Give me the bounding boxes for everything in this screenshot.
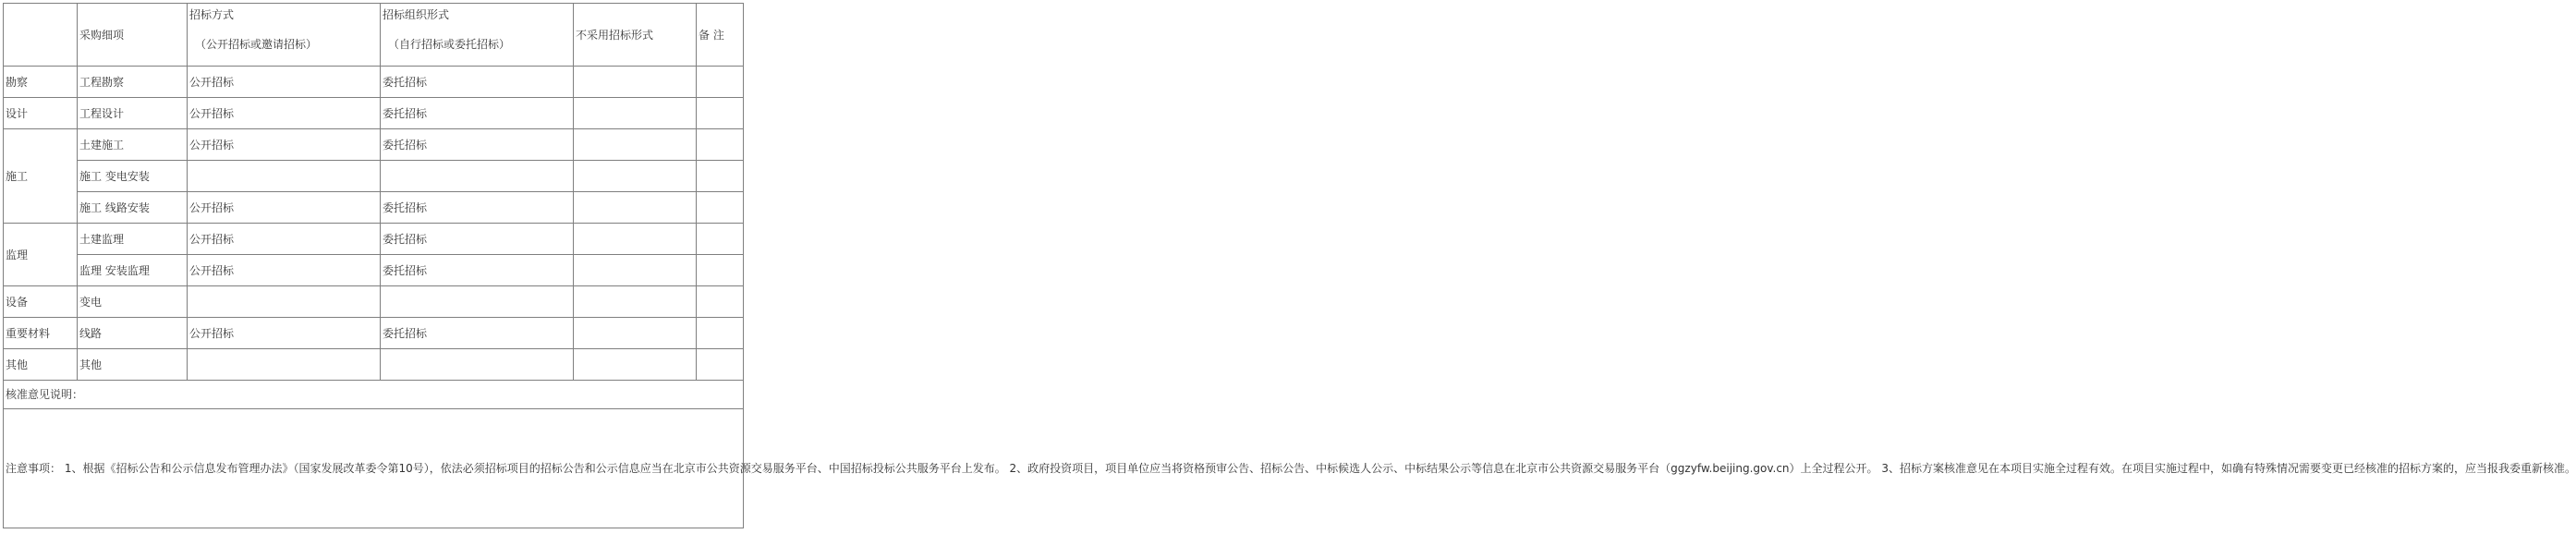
- no-tender-cell: [574, 98, 697, 129]
- item-cell: 施工 线路安装: [78, 192, 188, 224]
- no-tender-cell: [574, 318, 697, 349]
- header-row: [4, 4, 744, 67]
- item-cell: 监理 安装监理: [78, 255, 188, 286]
- remark-cell: [697, 129, 744, 161]
- no-tender-cell: [574, 67, 697, 98]
- header-org-sub: （自行招标或委托招标）: [388, 37, 511, 51]
- header-org-label: 招标组织形式: [383, 7, 450, 21]
- no-tender-cell: [574, 129, 697, 161]
- method-cell: 公开招标: [188, 67, 381, 98]
- remark-cell: [697, 349, 744, 381]
- table-row: [4, 161, 744, 192]
- no-tender-cell: [574, 224, 697, 255]
- category-cell: 重要材料: [4, 318, 78, 349]
- method-cell: 公开招标: [188, 129, 381, 161]
- header-org: [381, 4, 574, 67]
- notice-text: 注意事项： 1、根据《招标公告和公示信息发布管理办法》（国家发展改革委令第10号），依法必须招标项目的招标公告和公示信息应当在北京市公共资源交易服务平台、中国招标投标公共服务平台上发布。 2、政府投资项目，项目单位应当将资格预审公告、招标公告、中标候选人公示、中标结果公示等信息在北京市公共资源交易服务平台（ggzyfw.beijing.gov.cn）上全过程公开。 3、招标方案核准意见在本项目实施全过程有效。在项目实施过程中，如确有特殊情况需要变更已经核准的招标方案的，应当报我委重新核准。: [4, 409, 744, 528]
- item-cell: 变电: [78, 286, 188, 318]
- header-method-label: 招标方式: [189, 7, 235, 21]
- approval-label: 核准意见说明：: [4, 381, 744, 409]
- category-cell: 勘察: [4, 67, 78, 98]
- remark-cell: [697, 286, 744, 318]
- no-tender-cell: [574, 255, 697, 286]
- item-cell: 线路: [78, 318, 188, 349]
- item-cell: 土建施工: [78, 129, 188, 161]
- category-cell: 监理: [4, 224, 78, 286]
- category-cell: 施工: [4, 129, 78, 224]
- org-cell: 委托招标: [381, 98, 574, 129]
- method-cell: 公开招标: [188, 192, 381, 224]
- header-category: [4, 4, 78, 67]
- table-row: [4, 192, 744, 224]
- remark-cell: [697, 192, 744, 224]
- item-cell: 工程设计: [78, 98, 188, 129]
- remark-cell: [697, 318, 744, 349]
- item-cell: 其他: [78, 349, 188, 381]
- procurement-table: [3, 3, 2576, 528]
- remark-cell: [697, 224, 744, 255]
- header-method-sub: （公开招标或邀请招标）: [195, 37, 318, 51]
- approval-row: [4, 381, 744, 409]
- method-cell: 公开招标: [188, 255, 381, 286]
- method-cell: 公开招标: [188, 224, 381, 255]
- remark-cell: [697, 255, 744, 286]
- table-row: [4, 224, 744, 255]
- category-cell: 其他: [4, 349, 78, 381]
- category-cell: 设备: [4, 286, 78, 318]
- org-cell: [381, 349, 574, 381]
- method-cell: 公开招标: [188, 98, 381, 129]
- item-cell: 工程勘察: [78, 67, 188, 98]
- table-row: [4, 349, 744, 381]
- org-cell: 委托招标: [381, 255, 574, 286]
- method-cell: [188, 349, 381, 381]
- remark-cell: [697, 161, 744, 192]
- table-row: [4, 255, 744, 286]
- table-row: [4, 318, 744, 349]
- org-cell: 委托招标: [381, 192, 574, 224]
- notice-row: [4, 409, 744, 528]
- org-cell: [381, 161, 574, 192]
- remark-cell: [697, 98, 744, 129]
- table-row: [4, 67, 744, 98]
- org-cell: 委托招标: [381, 67, 574, 98]
- table-row: [4, 129, 744, 161]
- method-cell: [188, 286, 381, 318]
- header-no-tender: 不采用招标形式: [574, 4, 697, 67]
- method-cell: 公开招标: [188, 318, 381, 349]
- header-item: 采购细项: [78, 4, 188, 67]
- item-cell: 土建监理: [78, 224, 188, 255]
- org-cell: [381, 286, 574, 318]
- org-cell: 委托招标: [381, 129, 574, 161]
- org-cell: 委托招标: [381, 318, 574, 349]
- table-row: [4, 286, 744, 318]
- org-cell: 委托招标: [381, 224, 574, 255]
- no-tender-cell: [574, 161, 697, 192]
- no-tender-cell: [574, 192, 697, 224]
- header-method: [188, 4, 381, 67]
- category-cell: 设计: [4, 98, 78, 129]
- header-remark: 备 注: [697, 4, 744, 67]
- item-cell: 施工 变电安装: [78, 161, 188, 192]
- no-tender-cell: [574, 286, 697, 318]
- method-cell: [188, 161, 381, 192]
- table-row: [4, 98, 744, 129]
- no-tender-cell: [574, 349, 697, 381]
- remark-cell: [697, 67, 744, 98]
